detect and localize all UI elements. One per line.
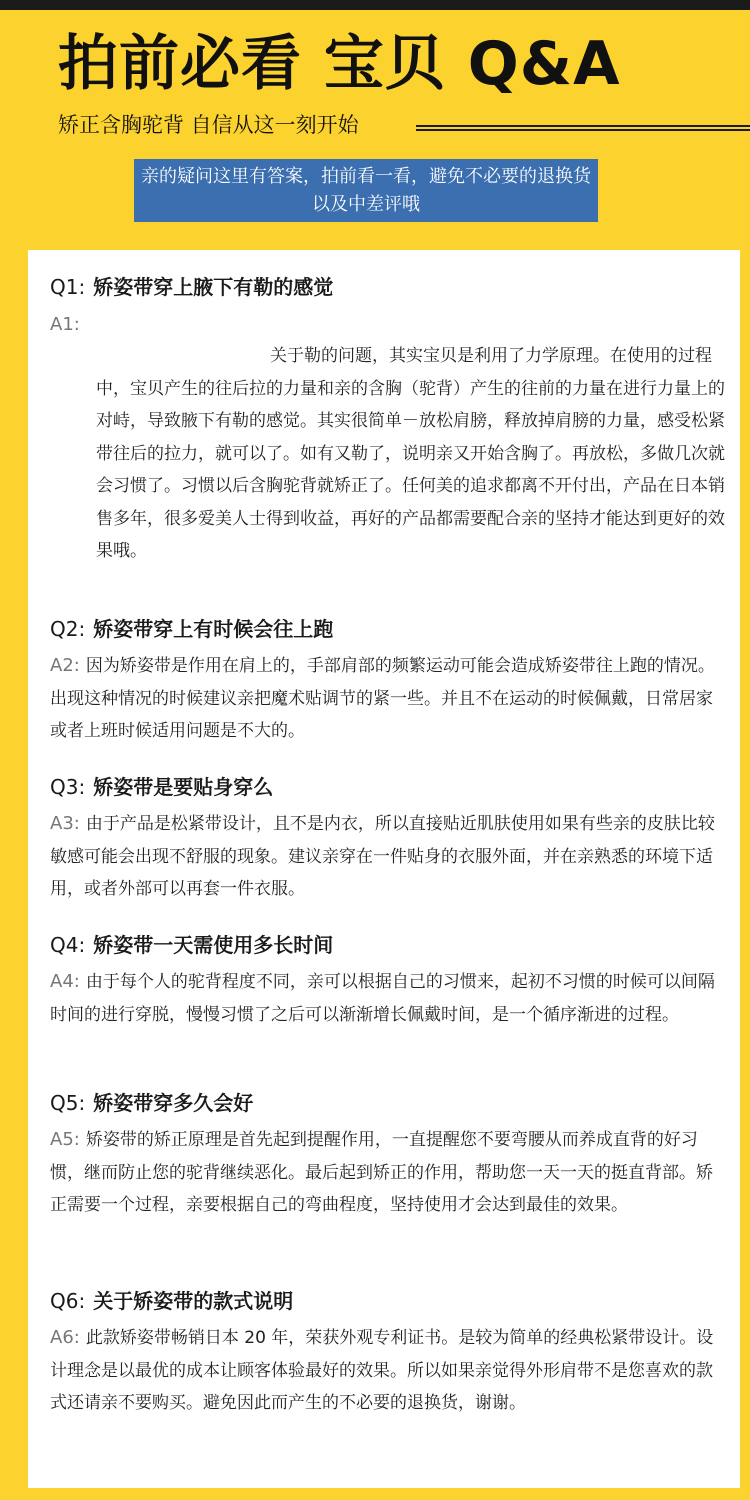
answer-text: 因为矫姿带是作用在肩上的，手部肩部的频繁运动可能会造成矫姿带往上跑的情况。出现这种情况的时候建议亲把魔术贴调节的紧一些。并且不在运动的时候佩戴，日常居家或者上班时候适用问题是不大的。 xyxy=(50,656,715,741)
faq-item xyxy=(28,1286,740,1420)
faq-question xyxy=(28,614,740,644)
answer-number: A1: xyxy=(50,314,80,335)
subtitle-divider xyxy=(416,129,750,131)
question-number: Q1: xyxy=(50,275,86,299)
question-text: 矫姿带穿多久会好 xyxy=(93,1091,254,1115)
question-number: Q2: xyxy=(50,617,86,641)
answer-number: A3: xyxy=(50,813,80,834)
faq-question xyxy=(28,1286,740,1316)
question-number: Q4: xyxy=(50,933,86,957)
question-text: 矫姿带穿上腋下有勒的感觉 xyxy=(93,275,334,299)
page-title: 拍前必看 宝贝 Q&A xyxy=(58,29,621,99)
faq-item xyxy=(28,1088,740,1222)
notice-banner: 亲的疑问这里有答案，拍前看一看，避免不必要的退换货以及中差评哦 xyxy=(134,159,598,222)
faq-answer xyxy=(28,808,740,906)
question-text: 矫姿带一天需使用多长时间 xyxy=(93,933,334,957)
faq-question xyxy=(28,1088,740,1118)
question-text: 矫姿带是要贴身穿么 xyxy=(93,775,274,799)
faq-item xyxy=(28,272,740,302)
answer-number: A4: xyxy=(50,971,80,992)
question-text: 关于矫姿带的款式说明 xyxy=(93,1289,294,1313)
faq-item xyxy=(28,930,740,1031)
question-text: 矫姿带穿上有时候会往上跑 xyxy=(93,617,334,641)
faq-question xyxy=(28,930,740,960)
question-number: Q6: xyxy=(50,1289,86,1313)
faq-answer xyxy=(28,1124,740,1222)
page-subtitle: 矫正含胸驼背 自信从这一刻开始 xyxy=(58,113,359,137)
question-number: Q3: xyxy=(50,775,86,799)
faq-answer xyxy=(28,966,740,1031)
top-border-bar xyxy=(0,0,750,10)
faq-question xyxy=(28,772,740,802)
question-number: Q5: xyxy=(50,1091,86,1115)
answer-text: 此款矫姿带畅销日本 20 年，荣获外观专利证书。是较为简单的经典松紧带设计。设计理念是以最优的成本让顾客体验最好的效果。所以如果亲觉得外形肩带不是您喜欢的款式还请亲不要购买。避免因此而产生的不必要的退换货，谢谢。 xyxy=(50,1328,714,1413)
subtitle-divider xyxy=(416,125,750,127)
answer-number: A6: xyxy=(50,1327,80,1348)
subtitle-row xyxy=(58,110,750,140)
answer-number: A5: xyxy=(50,1129,80,1150)
faq-answer xyxy=(28,650,740,748)
answer-text: 由于每个人的驼背程度不同，亲可以根据自己的习惯来，起初不习惯的时候可以间隔时间的进行穿脱，慢慢习惯了之后可以渐渐增长佩戴时间，是一个循序渐进的过程。 xyxy=(50,972,715,1025)
faq-item xyxy=(28,772,740,906)
faq-item xyxy=(28,614,740,748)
answer-text: 矫姿带的矫正原理是首先起到提醒作用，一直提醒您不要弯腰从而养成直背的好习惯，继而防止您的驼背继续恶化。最后起到矫正的作用，帮助您一天一天的挺直背部。矫正需要一个过程，亲要根据自己的弯曲程度，坚持使用才会达到最佳的效果。 xyxy=(50,1130,713,1215)
answer-text: 关于勒的问题，其实宝贝是利用了力学原理。在使用的过程中，宝贝产生的往后拉的力量和亲的含胸（驼背）产生的往前的力量在进行力量上的对峙，导致腋下有勒的感觉。其实很简单－放松肩膀，释放掉肩膀的力量，感受松紧带往后的拉力，就可以了。如有又勒了，说明亲又开始含胸了。再放松，多做几次就会习惯了。习惯以后含胸驼背就矫正了。任何美的追求都离不开付出，产品在日本销售多年，很多爱美人士得到收益，再好的产品都需要配合亲的坚持才能达到更好的效果哦。 xyxy=(96,346,725,561)
faq-answer xyxy=(28,1322,740,1420)
answer-number: A2: xyxy=(50,655,80,676)
faq-question xyxy=(28,272,740,302)
answer-text: 由于产品是松紧带设计，且不是内衣，所以直接贴近肌肤使用如果有些亲的皮肤比较敏感可能会出现不舒服的现象。建议亲穿在一件贴身的衣服外面，并在亲熟悉的环境下适用，或者外部可以再套一件衣服。 xyxy=(50,814,715,899)
faq-card xyxy=(28,250,740,1488)
